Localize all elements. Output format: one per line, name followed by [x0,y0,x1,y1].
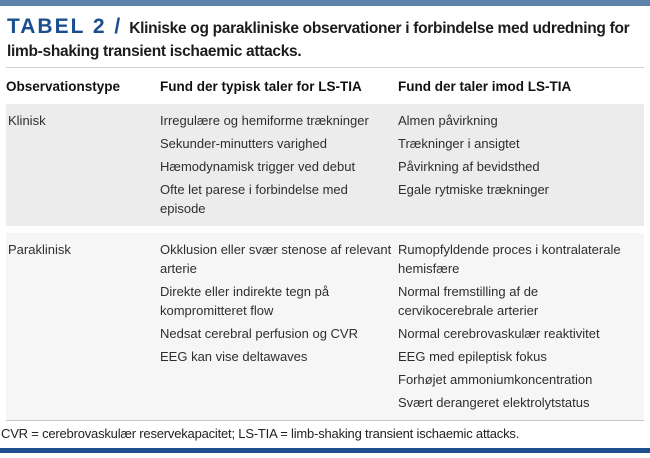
findings-for-cell [160,111,398,222]
finding-item: Normal fremstilling af de cervikocerebrale arterier [398,284,539,318]
bottom-accent-bar [0,448,650,453]
table-header-row [6,68,644,104]
finding-item: Irregulære og hemiforme trækninger [160,113,369,128]
finding-item: Rumopfyldende proces i kontralaterale hemisfære [398,242,621,276]
table-title [7,15,643,63]
row-type-label: Paraklinisk [8,242,71,257]
column-header-for-lstia: Fund der typisk taler for LS-TIA [160,79,362,94]
finding-item: Svært derangeret elektrolytstatus [398,395,590,410]
row-type-label: Klinisk [8,113,46,128]
finding-item: Forhøjet ammoniumkoncentration [398,372,593,387]
findings-against-cell [398,111,644,222]
finding-item: Sekunder-minutters varighed [160,136,327,151]
column-header-imod-lstia: Fund der taler imod LS-TIA [398,79,572,94]
table-row-paraklinisk [6,233,644,420]
findings-against-cell [398,240,644,416]
finding-item: Ofte let parese i forbindelse med episode [160,182,348,216]
abbreviation-footnote: CVR = cerebrovaskulær reservekapacitet; LS-TIA = limb-shaking transient ischaemic attacks. [1,426,520,441]
finding-item: Okklusion eller svær stenose af relevant arterie [160,242,392,276]
table-title-text: Kliniske og parakliniske observationer i forbindelse med udredning for limb-shaking transient ischaemic attacks. [7,20,630,60]
table-row-klinisk [6,104,644,226]
finding-item: Trækninger i ansigtet [398,136,520,151]
finding-item: EEG med epileptisk fokus [398,349,547,364]
findings-for-cell [160,240,398,416]
finding-item: Hæmodynamisk trigger ved debut [160,159,356,174]
finding-item: Direkte eller indirekte tegn på kompromitteret flow [160,284,330,318]
finding-item: Almen påvirkning [398,113,498,128]
finding-item: EEG kan vise deltawaves [160,349,308,364]
finding-item: Nedsat cerebral perfusion og CVR [160,326,358,341]
finding-item: Normal cerebrovaskulær reaktivitet [398,326,600,341]
table-number-label: TABEL 2 / [7,15,123,38]
column-header-observationstype: Observationstype [6,79,121,94]
top-accent-bar [0,0,650,6]
finding-item: Påvirkning af bevidsthed [398,159,540,174]
observations-table [6,67,644,421]
finding-item: Egale rytmiske trækninger [398,182,549,197]
